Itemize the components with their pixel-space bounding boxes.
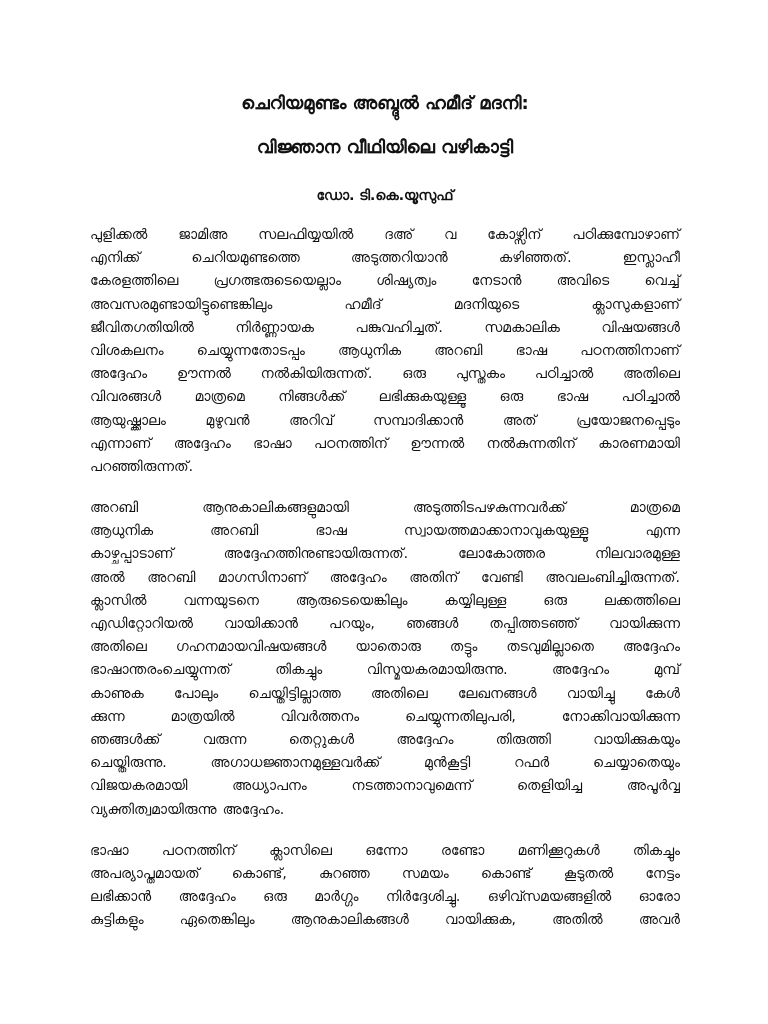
text-line: ചെയ്തിരുന്നു. അഗാധജ്ഞാനമുള്ളവർക്ക് മുൻകൂട്ടി റഫർ ചെയ്യാതെയും [90,755,680,772]
text-line: കുട്ടികളും ഏതെങ്കിലും ആനുകാലികങ്ങൾ വായിക്കുക, അതിൽ അവർ [90,912,680,929]
text-line: ഞങ്ങൾക്ക് വരുന്ന തെറ്റുകൾ അദ്ദേഹം തിരുത്തി വായിക്കുകയും [90,731,680,748]
text-line: കാഴ്ചപ്പാടാണ് അദ്ദേഹത്തിനുണ്ടായിരുന്നത്. ലോകോത്തര നിലവാരമുള്ള [90,546,680,563]
text-line: എഡിറ്റോറിയൽ വായിക്കാൻ പറയും, ഞങ്ങൾ തപ്പിത്തടഞ്ഞ് വായിക്കുന്ന [90,616,680,632]
text-line: എന്നാണ് അദ്ദേഹം ഭാഷാ പഠനത്തിന് ഊന്നൽ നൽകുന്നതിന് കാരണമായി [90,435,680,452]
text-line: ഭാഷാ പഠനത്തിന് ക്ലാസിലെ ഒന്നോ രണ്ടോ മണിക്കൂറുകൾ തികച്ചും [90,842,680,859]
text-line: ആധുനിക അറബി ഭാഷ സ്വായത്തമാക്കാനാവുകയുള്ളൂ എന്ന [90,523,680,540]
author-name: ഡോ. ടി.കെ.യൂസുഫ് [316,188,454,204]
text-line: കാണുക പോലും ചെയ്തിട്ടില്ലാത്ത അതിലെ ലേഖനങ്ങൾ വായിച്ചു കേൾ [90,685,680,702]
paragraph [90,840,680,933]
text-line: ക്ലാസിൽ വന്നയുടനെ ആരുടെയെങ്കിലും കയ്യിലുള്ള ഒരു ലക്കത്തിലെ [90,592,680,609]
text-line: അവസരമുണ്ടായിട്ടുണ്ടെങ്കിലും ഹമീദ് മദനിയുടെ ക്ലാസുകളാണ് [90,296,680,313]
paragraph [90,224,680,479]
text-line: ആയുഷ്ക്കാലം മുഴുവൻ അറിവ് സമ്പാദിക്കാൻ അത് പ്രയോജനപ്പെടും [90,412,680,429]
text-line: എനിക്ക് ചെറിയമുണ്ടത്തെ അടുത്തറിയാൻ കഴിഞ്ഞത്. ഇസ്ലാഹീ [90,250,680,267]
article-subtitle: വിജ്ഞാന വീഥിയിലെ വഴികാട്ടി [256,137,514,158]
text-line: ജീവിതഗതിയിൽ നിർണ്ണായക പങ്കുവഹിച്ചത്. സമകാലിക വിഷയങ്ങൾ [90,319,680,336]
article-title: ചെറിയമുണ്ടം അബ്ദുൽ ഹമീദ് മദനി: [241,93,529,114]
text-line: പറഞ്ഞിരുന്നത്. [90,458,194,475]
text-line: കേരളത്തിലെ പ്രഗത്ഭരുടെയെല്ലാം ശിഷ്യത്വം നേടാൻ അവിടെ വെച്ച് [90,273,680,290]
text-line: അൽ അറബി മാഗസിനാണ് അദ്ദേഹം അതിന് വേണ്ടി അവലംബിച്ചിരുന്നത്. [90,569,680,586]
text-line: വിശകലനം ചെയ്യുന്നതോടപ്പം ആധുനിക അറബി ഭാഷ പഠനത്തിനാണ് [90,342,680,359]
text-line: വിജയകരമായി അധ്യാപനം നടത്താനാവുമെന്ന് തെളിയിച്ച അപൂർവ്വ [90,778,680,795]
article-body [90,224,680,932]
paragraph [90,497,680,822]
text-line: അപര്യാപ്തമായത് കൊണ്ട്, കുറഞ്ഞ സമയം കൊണ്ട് കൂടുതൽ നേട്ടം [90,865,680,882]
text-line: ഭാഷാന്തരംചെയ്യുന്നത് തികച്ചും വിസ്മയകരമായിരുന്നു. അദ്ദേഹം മുമ്പ് [90,662,680,679]
text-line: ലഭിക്കാൻ അദ്ദേഹം ഒരു മാർഗ്ഗം നിർദ്ദേശിച്ചു. ഒഴിവ്സമയങ്ങളിൽ ഓരോ [90,889,680,906]
text-line: വിവരങ്ങൾ മാത്രമെ നിങ്ങൾക്ക് ലഭിക്കുകയുള്ളൂ ഒരു ഭാഷ പഠിച്ചാൽ [90,389,680,406]
text-line: പുളിക്കൽ ജാമിഅ സലഫിയ്യയിൽ ദഅ് വ കോഴ്സിന് പഠിക്കുമ്പോഴാണ് [90,227,680,243]
text-line: അദ്ദേഹം ഊന്നൽ നൽകിയിരുന്നത്. ഒരു പുസ്തകം പഠിച്ചാൽ അതിലെ [90,366,680,383]
text-line: അതിലെ ഗഹനമായവിഷയങ്ങൾ യാതൊരു തട്ടും തടവുമില്ലാതെ അദ്ദേഹം [90,639,680,656]
text-line: അറബി ആനുകാലികങ്ങളുമായി അടുത്തിടപഴകുന്നവർക്ക് മാത്രമെ [90,500,680,517]
text-line: ക്കുന്ന മാത്രയിൽ വിവർത്തനം ചെയ്യുന്നതിലുപരി, നോക്കിവായിക്കുന്ന [90,708,680,725]
text-line: വ്യക്തിത്വമായിരുന്നു അദ്ദേഹം. [90,801,285,818]
